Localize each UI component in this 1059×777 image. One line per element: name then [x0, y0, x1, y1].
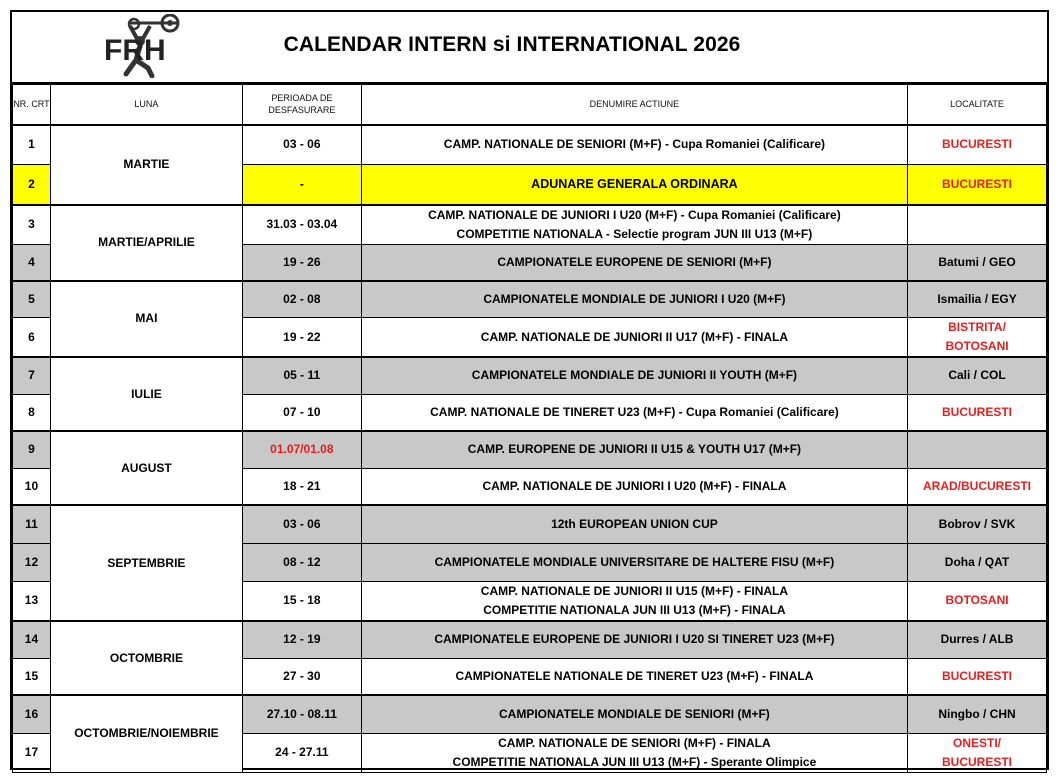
location-cell: BUCURESTI — [908, 394, 1047, 431]
action-cell: CAMP. NATIONALE DE JUNIORI I U20 (M+F) - FINALA — [361, 468, 907, 505]
row-number: 11 — [13, 505, 51, 543]
month-cell: MARTIE — [50, 125, 242, 205]
row-number: 10 — [13, 468, 51, 505]
action-line-2: COMPETITIE NATIONALA JUN III U13 (M+F) - FINALA — [483, 602, 786, 617]
action-cell — [361, 205, 907, 245]
period-cell: 24 - 27.11 — [242, 733, 361, 772]
table-row — [13, 505, 1047, 543]
action-cell: CAMP. NATIONALE DE JUNIORI II U17 (M+F) - FINALA — [361, 318, 907, 358]
month-cell: OCTOMBRIE — [50, 621, 242, 695]
period-cell: 08 - 12 — [242, 543, 361, 581]
period-cell: 19 - 22 — [242, 318, 361, 358]
row-number: 14 — [13, 621, 51, 658]
period-cell: - — [242, 165, 361, 205]
header-denumire: DENUMIRE ACTIUNE — [361, 85, 907, 125]
location-line-2: BOTOSANI — [945, 339, 1009, 353]
action-cell: CAMPIONATELE MONDIALE DE JUNIORI I U20 (M+F) — [361, 281, 907, 318]
location-line-2: BUCURESTI — [942, 754, 1013, 769]
action-cell: CAMPIONATELE NATIONALE DE TINERET U23 (M+F) - FINALA — [361, 658, 907, 695]
action-cell: CAMP. EUROPENE DE JUNIORI II U15 & YOUTH U17 (M+F) — [361, 431, 907, 468]
location-cell: Bobrov / SVK — [908, 505, 1047, 543]
month-cell: MAI — [50, 281, 242, 358]
action-cell — [361, 581, 907, 621]
action-cell: CAMPIONATELE EUROPENE DE SENIORI (M+F) — [361, 245, 907, 281]
table-row — [13, 205, 1047, 245]
row-number: 9 — [13, 431, 51, 468]
header-localitate: LOCALITATE — [908, 85, 1047, 125]
svg-text:FRH: FRH — [104, 34, 166, 67]
row-number: 5 — [13, 281, 51, 318]
period-cell: 07 - 10 — [242, 394, 361, 431]
action-cell: CAMPIONATELE MONDIALE DE JUNIORI II YOUTH (M+F) — [361, 357, 907, 394]
location-cell — [908, 431, 1047, 468]
period-cell: 05 - 11 — [242, 357, 361, 394]
table-row — [13, 621, 1047, 658]
location-cell: Ismailia / EGY — [908, 281, 1047, 318]
location-cell: BUCURESTI — [908, 125, 1047, 165]
calendar-document — [10, 10, 1049, 770]
action-line-1: CAMP. NATIONALE DE JUNIORI I U20 (M+F) - Cupa Romaniei (Calificare) — [428, 207, 841, 222]
period-cell: 02 - 08 — [242, 281, 361, 318]
table-row — [13, 281, 1047, 318]
action-cell: CAMP. NATIONALE DE TINERET U23 (M+F) - Cupa Romaniei (Calificare) — [361, 394, 907, 431]
location-line-1: ONESTI/ — [953, 735, 1002, 750]
header-perioada: PERIOADA DE DESFASURARE — [242, 85, 361, 125]
period-cell: 15 - 18 — [242, 581, 361, 621]
period-cell: 03 - 06 — [242, 125, 361, 165]
action-cell — [361, 733, 907, 772]
month-cell: OCTOMBRIE/NOIEMBRIE — [50, 695, 242, 772]
header-nr-crt: NR. CRT — [13, 85, 51, 125]
month-cell: IULIE — [50, 357, 242, 431]
row-number: 2 — [13, 165, 51, 205]
action-cell: CAMPIONATELE EUROPENE DE JUNIORI I U20 SI TINERET U23 (M+F) — [361, 621, 907, 658]
location-cell: BUCURESTI — [908, 658, 1047, 695]
period-cell: 01.07/01.08 — [242, 431, 361, 468]
table-row — [13, 357, 1047, 394]
table-row — [13, 125, 1047, 165]
row-number: 1 — [13, 125, 51, 165]
row-number: 8 — [13, 394, 51, 431]
location-cell: Batumi / GEO — [908, 245, 1047, 281]
document-header — [12, 12, 1047, 84]
period-cell: 27 - 30 — [242, 658, 361, 695]
table-row — [13, 695, 1047, 733]
action-cell: CAMP. NATIONALE DE SENIORI (M+F) - Cupa Romaniei (Calificare) — [361, 125, 907, 165]
action-line-1: CAMP. NATIONALE DE JUNIORI II U15 (M+F) - FINALA — [480, 583, 789, 598]
action-cell: CAMPIONATELE MONDIALE UNIVERSITARE DE HALTERE FISU (M+F) — [361, 543, 907, 581]
row-number: 4 — [13, 245, 51, 281]
action-cell: CAMPIONATELE MONDIALE DE SENIORI (M+F) — [361, 695, 907, 733]
location-cell: Durres / ALB — [908, 621, 1047, 658]
period-cell: 18 - 21 — [242, 468, 361, 505]
row-number: 12 — [13, 543, 51, 581]
location-cell: BOTOSANI — [908, 581, 1047, 621]
calendar-table — [12, 84, 1047, 773]
location-cell — [908, 318, 1047, 358]
location-cell: ARAD/BUCURESTI — [908, 468, 1047, 505]
location-cell: BUCURESTI — [908, 165, 1047, 205]
table-row — [13, 431, 1047, 468]
action-line-1: CAMP. NATIONALE DE SENIORI (M+F) - FINALA — [498, 735, 771, 750]
table-header-row — [13, 85, 1047, 125]
action-cell: 12th EUROPEAN UNION CUP — [361, 505, 907, 543]
month-cell: AUGUST — [50, 431, 242, 505]
action-cell: ADUNARE GENERALA ORDINARA — [361, 165, 907, 205]
location-cell — [908, 733, 1047, 772]
period-cell: 31.03 - 03.04 — [242, 205, 361, 245]
row-number: 16 — [13, 695, 51, 733]
month-cell: MARTIE/APRILIE — [50, 205, 242, 281]
location-cell — [908, 205, 1047, 245]
row-number: 6 — [13, 318, 51, 358]
row-number: 7 — [13, 357, 51, 394]
frh-logo — [100, 14, 190, 78]
location-cell: Cali / COL — [908, 357, 1047, 394]
action-line-2: COMPETITIE NATIONALA - Selectie program JUN III U13 (M+F) — [456, 226, 813, 241]
period-cell: 19 - 26 — [242, 245, 361, 281]
page-title: CALENDAR INTERN si INTERNATIONAL 2026 — [283, 33, 741, 56]
month-cell: SEPTEMBRIE — [50, 505, 242, 621]
row-number: 13 — [13, 581, 51, 621]
action-line-2: COMPETITIE NATIONALA JUN III U13 (M+F) - Sperante Olimpice — [452, 754, 817, 769]
row-number: 3 — [13, 205, 51, 245]
row-number: 17 — [13, 733, 51, 772]
location-cell: Ningbo / CHN — [908, 695, 1047, 733]
location-cell: Doha / QAT — [908, 543, 1047, 581]
period-cell: 27.10 - 08.11 — [242, 695, 361, 733]
period-cell: 03 - 06 — [242, 505, 361, 543]
location-line-1: BISTRITA/ — [948, 320, 1006, 334]
row-number: 15 — [13, 658, 51, 695]
period-cell: 12 - 19 — [242, 621, 361, 658]
header-luna: LUNA — [50, 85, 242, 125]
